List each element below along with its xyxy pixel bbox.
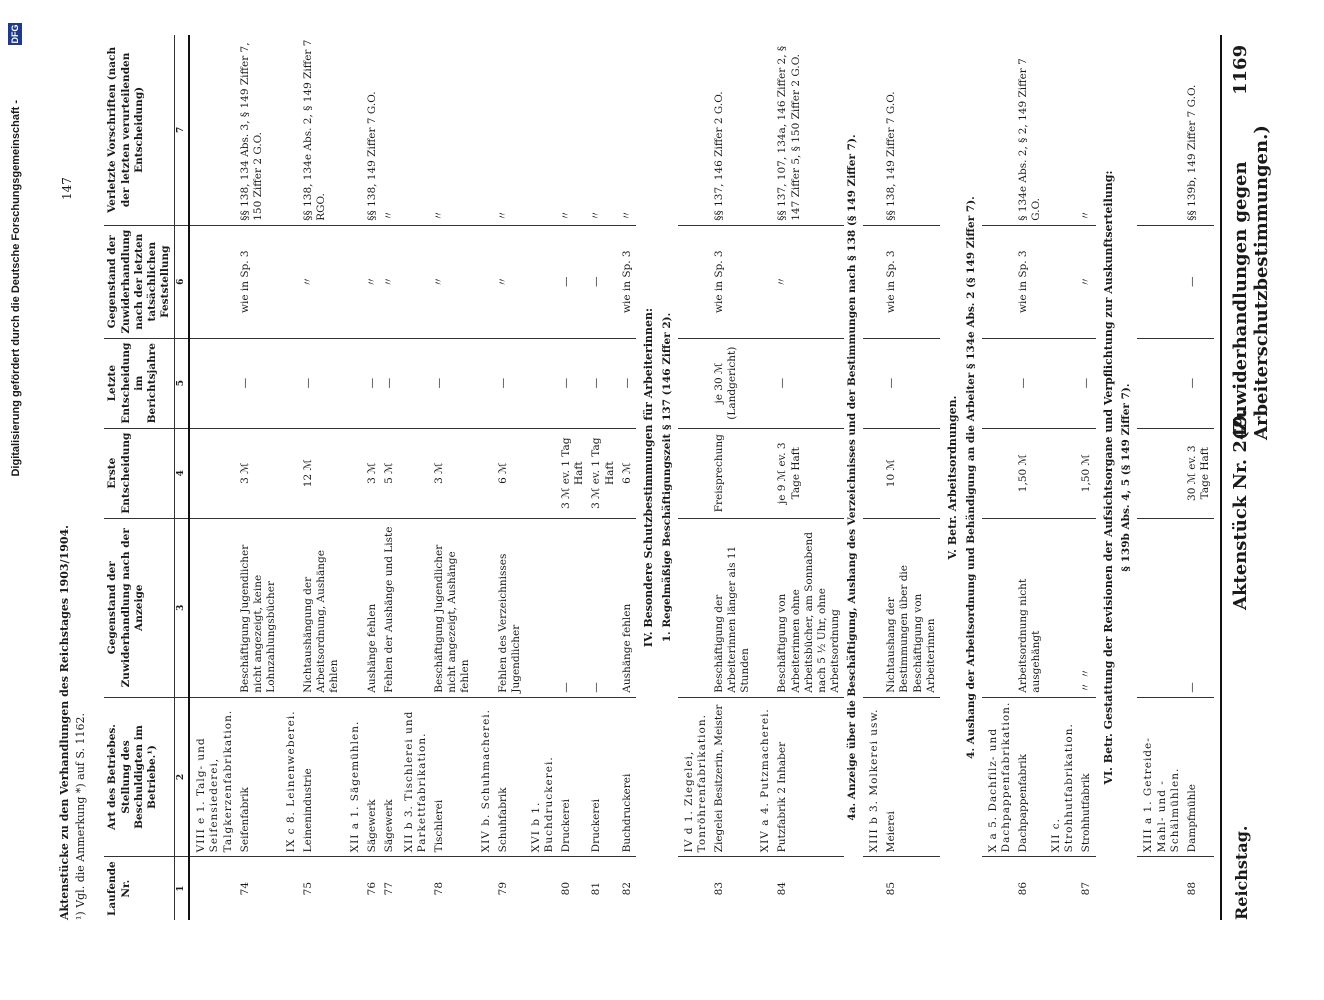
row-number: 86: [1015, 857, 1045, 920]
subsection-heading: 4a. Anzeige über die Beschäftigung, Aushang des Verzeichnisses und der Bestimmungen nach § 138 (§ 149 Ziffer 7).: [846, 134, 858, 821]
col-number: 3: [175, 518, 190, 697]
row-offense: Nichtaushängung der Arbeitsordnung, Aushänge fehlen: [300, 518, 343, 697]
row-first-decision: 3 ℳ: [364, 428, 381, 518]
subsection-heading: 4. Aushang der Arbeitsordnung und Behändigung an die Arbeiter § 134e Abs. 2 (§ 149 Ziffer 7).: [964, 196, 977, 759]
row-first-decision: 1,50 ℳ: [1015, 428, 1045, 518]
table-row: [588, 35, 618, 920]
row-number: 82: [619, 857, 636, 920]
row-finding: —: [558, 225, 588, 338]
row-business: Dachpappenfabrik: [1015, 697, 1045, 857]
table-row: [774, 35, 844, 920]
row-violated-provisions: 〃: [590, 210, 603, 221]
row-first-decision: 1,50 ℳ: [1078, 428, 1095, 518]
bottom-page-number: 147: [60, 177, 74, 200]
row-last-decision: —: [1184, 338, 1214, 428]
row-finding: wie in Sp. 3: [711, 225, 754, 338]
row-number: 88: [1184, 857, 1214, 920]
row-last-decision: je 30 ℳ (Landgericht): [711, 338, 754, 428]
row-violated-provisions: § 134e Abs. 2, § 2, 149 Ziffer 7 G.O.: [1016, 58, 1042, 221]
row-violated-provisions: 〃: [433, 210, 446, 221]
col-header-verletzte-vorschriften: Verletzte Vorschriften (nach der letzten verurteilenden Entscheidung): [104, 35, 174, 225]
col-number: 7: [175, 35, 190, 225]
col-header-laufende-nr: Laufende Nr.: [104, 857, 174, 920]
table-row: [1184, 35, 1214, 920]
col-header-gegenstand-feststellung: Gegenstand der Zuwiderhandlung nach der letzten tatsächlichen Feststellung: [104, 225, 174, 338]
row-violated-provisions: §§ 138, 134e Abs. 2, § 149 Ziffer 7 RGO.: [302, 39, 328, 221]
group-heading: XIV b. Schuhmacherei.: [475, 697, 495, 857]
row-violated-provisions: §§ 138, 149 Ziffer 7 G.O.: [365, 91, 378, 221]
row-last-decision: —: [364, 338, 381, 428]
header-rule: [1220, 35, 1222, 920]
row-finding: wie in Sp. 3: [619, 225, 636, 338]
row-number: 77: [381, 857, 398, 920]
row-number: 83: [711, 857, 754, 920]
row-first-decision: 6 ℳ: [495, 428, 525, 518]
row-business: Meierei: [883, 697, 940, 857]
row-first-decision: 12 ℳ: [300, 428, 343, 518]
row-first-decision: 3 ℳ: [431, 428, 474, 518]
group-heading: XII c. Strohhutfabrikation.: [1045, 697, 1078, 857]
row-finding: wie in Sp. 3: [883, 225, 940, 338]
row-business: Sägewerk: [364, 697, 381, 857]
row-number: 81: [588, 857, 618, 920]
row-first-decision: 3 ℳ ev. 1 Tag Haft: [588, 428, 618, 518]
row-finding: 〃: [381, 225, 398, 338]
group-heading: IX c 8. Leinenweberei.: [280, 697, 300, 857]
row-offense: —: [558, 518, 588, 697]
col-header-art-des-betriebes: Art des Betriebes. Stellung des Beschuldigten im Betriebe.¹): [104, 697, 174, 857]
row-number: 76: [364, 857, 381, 920]
row-number: 80: [558, 857, 588, 920]
row-first-decision: 30 ℳ ev. 3 Tage Haft: [1184, 428, 1214, 518]
row-business: Putzfabrik 2 Inhaber: [774, 697, 844, 857]
row-first-decision: je 9 ℳ ev. 3 Tage Haft: [774, 428, 844, 518]
row-first-decision: 10 ℳ: [883, 428, 940, 518]
row-last-decision: —: [300, 338, 343, 428]
group-heading: X a 5. Dachfilz- und Dachpappenfabrikation.: [982, 697, 1015, 857]
row-violated-provisions: 〃: [560, 210, 573, 221]
row-business: Druckerei: [558, 697, 588, 857]
row-first-decision: Freisprechung: [711, 428, 754, 518]
row-number: 79: [495, 857, 525, 920]
digitization-text: Digitalisierung gefördert durch die Deutsche Forschungsgemeinschaft -: [10, 100, 22, 477]
section-heading-iv: IV. Besondere Schutzbestimmungen für Arbeiterinnen:: [641, 307, 655, 648]
row-business: Buchdruckerei: [619, 697, 636, 857]
footer-collection-title: Aktenstücke zu den Verhandlungen des Reichstages 1903/1904.: [58, 525, 71, 920]
row-business: Leinenindustrie: [300, 697, 343, 857]
row-offense: Beschäftigung Jugendlicher nicht angezeigt, keine Lohnzahlungsbücher: [237, 518, 280, 697]
col-number: 2: [175, 697, 190, 857]
subsection-heading: 1. Regelmäßige Beschäftigungszeit § 137 (146 Ziffer 2).: [660, 312, 673, 643]
row-offense: Aushänge fehlen: [619, 518, 636, 697]
row-business: Schuhfabrik: [495, 697, 525, 857]
row-first-decision: 6 ℳ: [619, 428, 636, 518]
digitization-note: [10, 100, 22, 880]
group-heading: IV d 1. Ziegelei, Tonröhrenfabrikation.: [678, 697, 711, 857]
col-number: 6: [175, 225, 190, 338]
group-heading: XIII b 3. Molkerei usw.: [863, 697, 883, 857]
table-row: [1015, 35, 1045, 920]
row-finding: —: [1184, 225, 1214, 338]
row-business: Ziegelei Besitzerin, Meister: [711, 697, 754, 857]
table-row: [883, 35, 940, 920]
row-last-decision: —: [883, 338, 940, 428]
row-finding: 〃: [431, 225, 474, 338]
row-offense: —: [588, 518, 618, 697]
row-business: Dampfmühle: [1184, 697, 1214, 857]
row-offense: Beschäftigung Jugendlicher nicht angezeigt, Aushänge fehlen: [431, 518, 474, 697]
row-offense: Beschäftigung von Arbeiterinnen ohne Arbeitsbücher, am Sonnabend nach 5 ½ Uhr, ohne Arbeitsordnung: [774, 518, 844, 697]
table-row: [1078, 35, 1095, 920]
row-violated-provisions: 〃: [620, 210, 633, 221]
group-heading: XVI b 1. Buchdruckerei.: [525, 697, 558, 857]
row-last-decision: —: [1078, 338, 1095, 428]
row-offense: Fehlen der Aushänge und Liste: [381, 518, 398, 697]
row-business: Sägewerk: [381, 697, 398, 857]
table-row: [237, 35, 280, 920]
col-number: 4: [175, 428, 190, 518]
section-heading-v: V. Betr. Arbeitsordnungen.: [945, 395, 959, 560]
row-finding: wie in Sp. 3: [1015, 225, 1045, 338]
row-violated-provisions: §§ 137, 107, 134a, 146 Ziffer 2, § 147 Ziffer 5, § 150 Ziffer 2 G.O.: [776, 45, 802, 221]
row-finding: 〃: [1078, 225, 1095, 338]
col-header-letzte-entscheidung: Letzte Entscheidung im Berichtsjahre: [104, 338, 174, 428]
table-row: [495, 35, 525, 920]
row-first-decision: 5 ℳ: [381, 428, 398, 518]
footnote: ¹) Vgl. die Anmerkung *) auf S. 1162.: [74, 713, 87, 920]
subsection-heading: § 139b Abs. 4, 5 (§ 149 Ziffer 7).: [1120, 383, 1133, 572]
row-offense: Beschäftigung der Arbeiterinnen länger als 11 Stunden: [711, 518, 754, 697]
row-finding: 〃: [300, 225, 343, 338]
row-number: 87: [1078, 857, 1095, 920]
row-violated-provisions: 〃: [1080, 210, 1093, 221]
header-page-number: 1169: [1230, 44, 1251, 95]
row-last-decision: —: [588, 338, 618, 428]
row-last-decision: —: [237, 338, 280, 428]
row-violated-provisions: 〃: [496, 210, 509, 221]
row-last-decision: —: [558, 338, 588, 428]
row-business: Tischlerei: [431, 697, 474, 857]
group-heading: XII a 1. Sägemühlen.: [344, 697, 364, 857]
group-heading: XII b 3. Tischlerei und Parkettfabrikation.: [398, 697, 431, 857]
group-heading: VIII e 1. Talg- und Seifensiederei, Talgkerzenfabrikation.: [189, 697, 236, 857]
row-violated-provisions: §§ 138, 149 Ziffer 7 G.O.: [885, 91, 898, 221]
row-violated-provisions: §§ 139b, 149 Ziffer 7 G.O.: [1185, 84, 1198, 221]
row-offense: Fehlen des Verzeichnisses Jugendlicher: [495, 518, 525, 697]
header-reichstag: Reichstag.: [1232, 825, 1251, 920]
row-first-decision: 3 ℳ ev. 1 Tag Haft: [558, 428, 588, 518]
row-finding: —: [588, 225, 618, 338]
row-violated-provisions: §§ 138, 134 Abs. 3, § 149 Ziffer 7, 150 Ziffer 2 G.O.: [238, 42, 264, 221]
col-number: 5: [175, 338, 190, 428]
row-business: Seifenfabrik: [237, 697, 280, 857]
col-header-erste-entscheidung: Erste Entscheidung: [104, 428, 174, 518]
dfg-logo: DFG: [10, 24, 20, 44]
row-offense: Nichtaushang der Bestimmungen über die Beschäftigung von Arbeiterinnen: [883, 518, 940, 697]
group-heading: XIV a 4. Putzmacherei.: [754, 697, 774, 857]
row-offense: 〃 〃: [1078, 518, 1095, 697]
row-last-decision: —: [774, 338, 844, 428]
row-finding: wie in Sp. 3: [237, 225, 280, 338]
row-offense: Arbeitsordnung nicht ausgehängt: [1015, 518, 1045, 697]
row-last-decision: —: [619, 338, 636, 428]
header-subject: (Zuwiderhandlungen gegen Arbeiterschutzbestimmungen.): [1230, 125, 1272, 440]
col-header-gegenstand-anzeige: Gegenstand der Zuwiderhandlung nach der Anzeige: [104, 518, 174, 697]
row-finding: 〃: [774, 225, 844, 338]
group-heading: XIII a 1. Getreide-Mahl- und -Schälmühlen.: [1137, 697, 1183, 857]
table-row: [431, 35, 474, 920]
row-business: Strohhutfabrik: [1078, 697, 1095, 857]
header-aktenstueck: Aktenstück Nr. 249.: [1230, 408, 1251, 610]
row-number: 84: [774, 857, 844, 920]
row-last-decision: —: [431, 338, 474, 428]
row-offense: Aushänge fehlen: [364, 518, 381, 697]
row-finding: 〃: [495, 225, 525, 338]
col-number: 1: [175, 857, 190, 920]
offense-table: [104, 35, 1214, 920]
table-row: [558, 35, 588, 920]
row-violated-provisions: 〃: [382, 210, 395, 221]
row-first-decision: 3 ℳ: [237, 428, 280, 518]
row-last-decision: —: [495, 338, 525, 428]
row-number: 78: [431, 857, 474, 920]
row-number: 75: [300, 857, 343, 920]
row-offense: —: [1184, 518, 1214, 697]
row-last-decision: —: [1015, 338, 1045, 428]
row-number: 85: [883, 857, 940, 920]
row-number: 74: [237, 857, 280, 920]
table-row: [711, 35, 754, 920]
table-row: [300, 35, 343, 920]
row-violated-provisions: §§ 137, 146 Ziffer 2 G.O.: [712, 91, 725, 221]
row-business: Druckerei: [588, 697, 618, 857]
table-row: [619, 35, 636, 920]
table-row: [364, 35, 381, 920]
table-row: [381, 35, 398, 920]
section-heading-vi: VI. Betr. Gestattung der Revisionen der Aufsichtsorgane und Verpflichtung zur Auskunftserteilung:: [1101, 170, 1115, 785]
row-finding: 〃: [364, 225, 381, 338]
row-last-decision: —: [381, 338, 398, 428]
